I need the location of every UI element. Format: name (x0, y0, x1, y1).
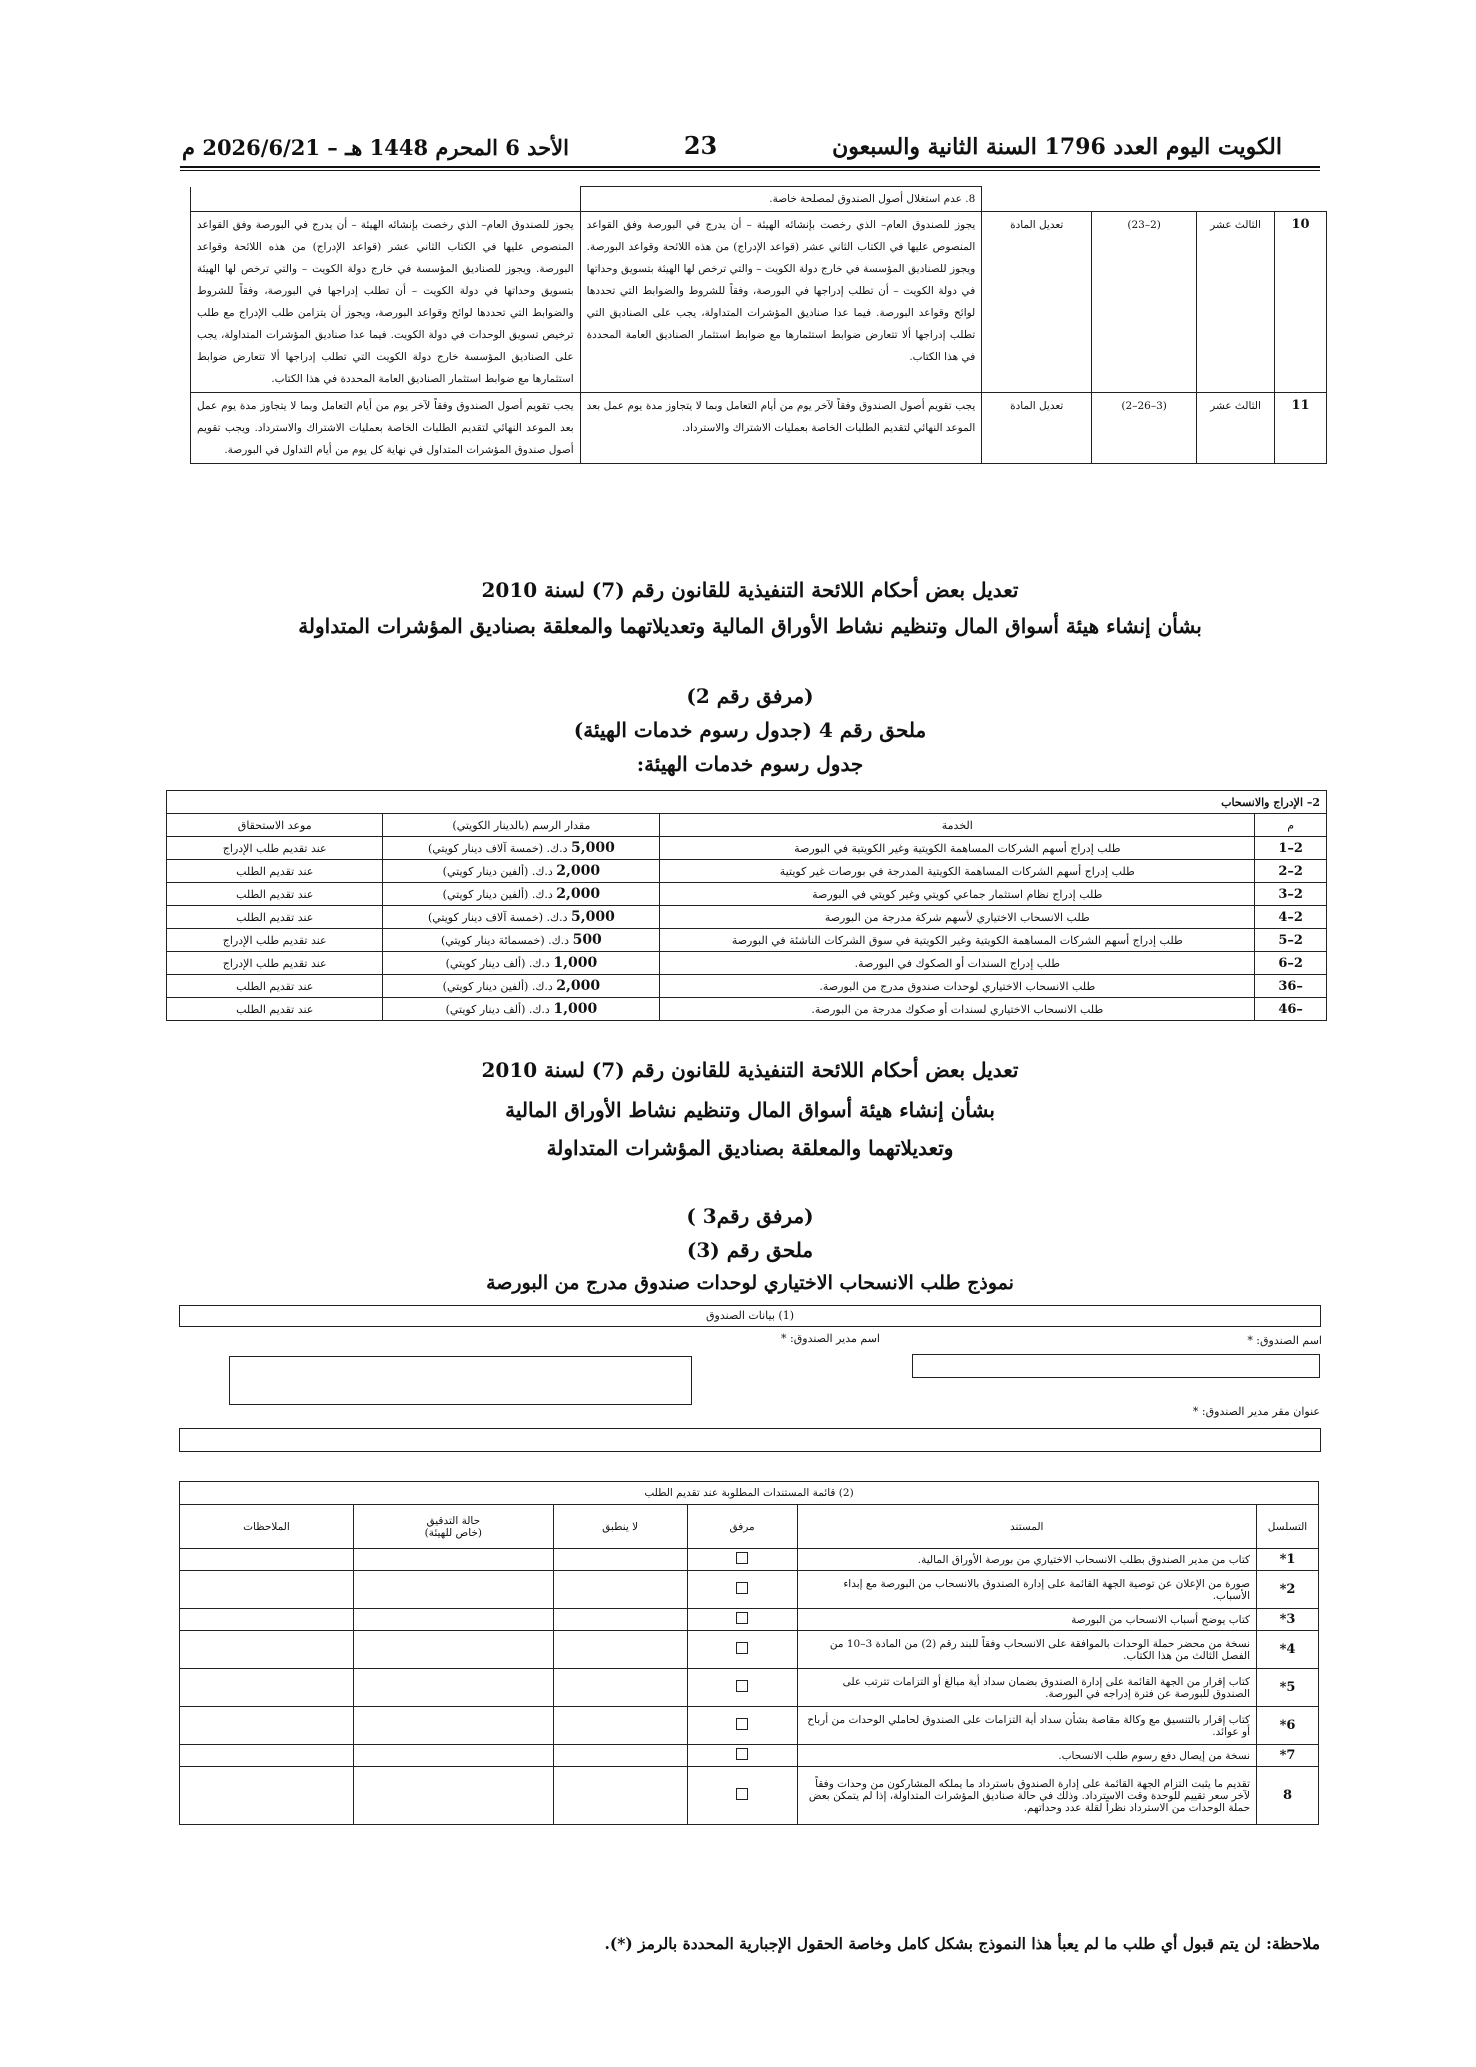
not-applicable-cell[interactable] (553, 1745, 687, 1767)
doc-text: نسخة من محضر حملة الوحدات بالموافقة على الانسحاب وفقاً للبند رقم (2) من المادة 3–10 من الفصل الثالث من هذا الكتاب. (797, 1631, 1257, 1669)
fee-service: طلب الانسحاب الاختياري لوحدات صندوق مدرج من البورصة. (660, 975, 1255, 998)
fees-body (167, 837, 1327, 1021)
audit-header-note: (خاص للهيئة) (424, 1526, 483, 1539)
form-note: ملاحظة: لن يتم قبول أي طلب ما لم يعبأ هذا النموذج بشكل كامل وخاصة الحقول الإجبارية المحددة بالرمز (*). (604, 1934, 1320, 1953)
fee-text: د.ك. (خمسة آلاف دينار كويتي) (427, 842, 568, 855)
table-row (191, 393, 1327, 464)
table-header-row (167, 814, 1327, 837)
documents-header: (2) قائمة المستندات المطلوبة عند تقديم الطلب (180, 1482, 1319, 1505)
fee-value: 2,000 (556, 886, 601, 902)
fee-amount (383, 906, 660, 929)
notes-cell[interactable] (180, 1631, 354, 1669)
attached-checkbox[interactable] (736, 1582, 748, 1594)
action-type: تعديل المادة (982, 212, 1092, 393)
table-row (167, 929, 1327, 952)
attached-checkbox-cell (687, 1609, 797, 1631)
attached-checkbox-cell (687, 1549, 797, 1571)
fee-service: طلب إدراج أسهم الشركات المساهمة الكويتية وغير الكويتية في سوق الشركات الناشئة في البورصة (660, 929, 1255, 952)
notes-cell[interactable] (180, 1549, 354, 1571)
fees-table-title: جدول رسوم خدمات الهيئة: (636, 752, 864, 776)
fee-text: د.ك. (ألفين دينار كويتي) (442, 865, 553, 878)
row-number: 11 (1275, 393, 1327, 464)
fee-text: د.ك. (خمسة آلاف دينار كويتي) (427, 911, 568, 924)
table-row (180, 1549, 1319, 1571)
row-number: 10 (1275, 212, 1327, 393)
doc-text: صورة من الإعلان عن توصية الجهة القائمة على إدارة الصندوق بالانسحاب من البورصة مع إبداء الأسباب. (797, 1571, 1257, 1609)
table-row (167, 860, 1327, 883)
doc-seq: 4* (1257, 1631, 1319, 1669)
audit-status-cell[interactable] (353, 1669, 553, 1707)
attached-checkbox-cell (687, 1669, 797, 1707)
column-header: الخدمة (660, 814, 1255, 837)
notes-cell[interactable] (180, 1571, 354, 1609)
fee-due: عند تقديم الطلب (167, 860, 383, 883)
table-row (180, 1571, 1319, 1609)
article-number: (3–26–2) (1092, 393, 1197, 464)
fee-amount (383, 998, 660, 1021)
table-row (180, 1669, 1319, 1707)
table-row (167, 883, 1327, 906)
header-rule-thin (180, 170, 1320, 171)
fee-text: د.ك. (ألفين دينار كويتي) (442, 980, 553, 993)
table-row (180, 1609, 1319, 1631)
not-applicable-cell[interactable] (553, 1609, 687, 1631)
doc-text: نسخة من إيصال دفع رسوم طلب الانسحاب. (797, 1745, 1257, 1767)
fee-due: عند تقديم طلب الإدراج (167, 952, 383, 975)
notes-cell[interactable] (180, 1745, 354, 1767)
doc-seq: 5* (1257, 1669, 1319, 1707)
fee-service: طلب إدراج نظام استثمار جماعي كويتي وغير كويتي في البورصة (660, 883, 1255, 906)
fee-number: –36 (1255, 975, 1327, 998)
doc-seq: 1* (1257, 1549, 1319, 1571)
table-row (180, 1745, 1319, 1767)
text-after: يجب تقويم أصول الصندوق وفقاً لآخر يوم من أيام التعامل وبما لا يتجاوز مدة يوم عمل بعد الموعد النهائي لتقديم الطلبات الخاصة بعمليات الاشتراك والاسترداد. ويجب تقويم أصول صندوق المؤشرات المتداول في نهاية كل يوم من أيام التداول في البورصة. (191, 393, 581, 464)
table-header-row (180, 1505, 1319, 1549)
audit-status-cell[interactable] (353, 1571, 553, 1609)
column-header: التسلسل (1257, 1505, 1319, 1549)
documents-body (180, 1549, 1319, 1825)
fee-value: 1,000 (553, 1001, 598, 1017)
doc-text: كتاب يوضح أسباب الانسحاب من البورصة (797, 1609, 1257, 1631)
manager-name-label: اسم مدير الصندوق: * (781, 1332, 880, 1345)
doc-seq: 6* (1257, 1707, 1319, 1745)
fee-value: 2,000 (556, 863, 601, 879)
notes-cell[interactable] (180, 1609, 354, 1631)
attachment-label-3: (مرفق رقم3 ) (686, 1204, 814, 1228)
fee-amount (383, 883, 660, 906)
attached-checkbox[interactable] (736, 1612, 748, 1624)
table-row (167, 837, 1327, 860)
doc-seq: 2* (1257, 1571, 1319, 1609)
attached-checkbox-cell (687, 1767, 797, 1825)
section2-subtitle: بشأن إنشاء هيئة أسواق المال وتنظيم نشاط الأوراق المالية (505, 1098, 995, 1122)
annex-label: ملحق رقم 4 (جدول رسوم خدمات الهيئة) (573, 718, 927, 742)
attached-checkbox-cell (687, 1707, 797, 1745)
attached-checkbox-cell (687, 1745, 797, 1767)
text-before: يجوز للصندوق العام– الذي رخصت بإنشائه الهيئة – أن يدرج في البورصة وفق القواعد المنصوص عليها في الكتاب الثاني عشر (قواعد الإدراج) من هذه اللائحة وقواعد البورصة. ويجوز للصناديق المؤسسة في خارج دولة الكويت – والتي ترخص لها الهيئة بتسويق وحداتها في دولة الكويت – أن تطلب إدراجها في البورصة، وفقاً للشروط والضوابط التي تحددها لوائح وقواعد البورصة. فيما عدا صناديق المؤشرات المتداولة، يجب على الصناديق التي تطلب إدراجها ألا تتعارض ضوابط استثمارها مع ضوابط استثمار الصناديق العامة المحددة في هذا الكتاب. (580, 212, 982, 393)
fee-text: د.ك. (ألف دينار كويتي) (445, 1003, 550, 1016)
table-row (180, 1767, 1319, 1825)
table-row (180, 1482, 1319, 1505)
book-name: الثالث عشر (1197, 393, 1275, 464)
manager-address-label: عنوان مقر مدير الصندوق: * (1192, 1405, 1320, 1418)
column-header (353, 1505, 553, 1549)
section2-title: تعديل بعض أحكام اللائحة التنفيذية للقانون رقم (7) لسنة 2010 (481, 1058, 1019, 1082)
column-header: المستند (797, 1505, 1257, 1549)
table-row (167, 952, 1327, 975)
column-header: موعد الاستحقاق (167, 814, 383, 837)
top-note: 8. عدم استغلال أصول الصندوق لمصلحة خاصة. (580, 187, 982, 212)
attached-checkbox[interactable] (736, 1680, 748, 1692)
not-applicable-cell[interactable] (553, 1549, 687, 1571)
section1-subtitle: بشأن إنشاء هيئة أسواق المال وتنظيم نشاط الأوراق المالية وتعديلاتهما والمعلقة بصناديق المؤشرات المتداولة (298, 614, 1202, 638)
fee-due: عند تقديم طلب الإدراج (167, 837, 383, 860)
fee-amount (383, 860, 660, 883)
fee-text: د.ك. (ألفين دينار كويتي) (442, 888, 553, 901)
attached-checkbox-cell (687, 1571, 797, 1609)
fee-value: 500 (572, 932, 602, 948)
fund-name-label: اسم الصندوق: * (1247, 1334, 1322, 1347)
table-row (180, 1707, 1319, 1745)
table-row (167, 906, 1327, 929)
table-row (167, 998, 1327, 1021)
column-header: مرفق (687, 1505, 797, 1549)
book-name: الثالث عشر (1197, 212, 1275, 393)
audit-status-cell[interactable] (353, 1767, 553, 1825)
fee-number: 2–5 (1255, 929, 1327, 952)
fee-value: 2,000 (556, 978, 601, 994)
doc-text: تقديم ما يثبت التزام الجهة القائمة على إدارة الصندوق باسترداد ما يملكه المشاركون من وحدات وفقاً لآخر سعر تقييم للوحدة وقت الاسترداد. وذلك في حالة صناديق المؤشرات المتداولة، إذا لم يتمكن بعض حملة الوحدات من الاسترداد نظراً لقلة عدد وحداتهم. (797, 1767, 1257, 1825)
not-applicable-cell[interactable] (553, 1767, 687, 1825)
attached-checkbox[interactable] (736, 1718, 748, 1730)
fee-amount (383, 929, 660, 952)
doc-text: كتاب إقرار من الجهة القائمة على إدارة الصندوق بضمان سداد أية مبالغ أو التزامات تترتب على الصندوق للبورصة عن فترة إدراجه في البورصة. (797, 1669, 1257, 1707)
fee-number: 2–6 (1255, 952, 1327, 975)
not-applicable-cell[interactable] (553, 1631, 687, 1669)
audit-header: حالة التدقيق (426, 1514, 481, 1527)
fee-number: 2–1 (1255, 837, 1327, 860)
fee-number: 2–2 (1255, 860, 1327, 883)
fee-number: –46 (1255, 998, 1327, 1021)
not-applicable-cell[interactable] (553, 1571, 687, 1609)
text-after: يجوز للصندوق العام– الذي رخصت بإنشائه الهيئة – أن يدرج في البورصة وفق القواعد المنصوص عليها في الكتاب الثاني عشر (قواعد الإدراج) من هذه اللائحة وقواعد البورصة. ويجوز للصناديق المؤسسة في خارج دولة الكويت – والتي ترخص لها الهيئة بتسويق وحداتها في دولة الكويت – أن تطلب إدراجها في البورصة، وفقاً للشروط والضوابط التي تحددها لوائح وقواعد البورصة، ويجوز أن يتزامن طلب الإدراج مع طلب ترخيص تسويق الوحدات في دولة الكويت. فيما عدا صناديق المؤشرات المتداولة، يجب على الصناديق المؤسسة خارج دولة الكويت التي تطلب إدراجها ألا تتعارض ضوابط استثمارها مع ضوابط استثمار الصناديق العامة المحددة في هذا الكتاب. (191, 212, 581, 393)
fee-number: 2–3 (1255, 883, 1327, 906)
not-applicable-cell[interactable] (553, 1707, 687, 1745)
amendments-table (190, 186, 1327, 464)
fee-value: 5,000 (571, 840, 615, 856)
attached-checkbox[interactable] (736, 1552, 748, 1564)
fee-due: عند تقديم الطلب (167, 883, 383, 906)
attached-checkbox-cell (687, 1631, 797, 1669)
notes-cell[interactable] (180, 1767, 354, 1825)
fee-service: طلب إدراج أسهم الشركات المساهمة الكويتية وغير الكويتية في البورصة (660, 837, 1255, 860)
fee-amount (383, 952, 660, 975)
audit-status-cell[interactable] (353, 1549, 553, 1571)
table-row (191, 212, 1327, 393)
fee-service: طلب إدراج أسهم الشركات المساهمة الكويتية المدرجة في بورصات غير كويتية (660, 860, 1255, 883)
attachment-label: (مرفق رقم 2) (686, 684, 814, 708)
doc-text: كتاب إقرار بالتنسيق مع وكالة مقاصة بشأن سداد أية التزامات على الصندوق لحاملي الوحدات من أرباح أو عوائد. (797, 1707, 1257, 1745)
table-row (180, 1631, 1319, 1669)
group-header: 2– الإدراج والانسحاب (167, 791, 1327, 814)
fee-value: 1,000 (553, 955, 598, 971)
attached-checkbox[interactable] (736, 1748, 748, 1760)
attached-checkbox[interactable] (736, 1642, 748, 1654)
audit-status-cell[interactable] (353, 1609, 553, 1631)
fee-text: د.ك. (خمسمائة دينار كويتي) (440, 934, 570, 947)
fee-number: 2–4 (1255, 906, 1327, 929)
column-header: الملاحظات (180, 1505, 354, 1549)
fee-value: 5,000 (571, 909, 615, 925)
table-row (167, 791, 1327, 814)
annex-label-3: ملحق رقم (3) (686, 1238, 814, 1262)
fee-amount (383, 975, 660, 998)
column-header: م (1255, 814, 1327, 837)
fee-service: طلب الانسحاب الاختياري لأسهم شركة مدرجة من البورصة (660, 906, 1255, 929)
fee-due: عند تقديم الطلب (167, 906, 383, 929)
fee-due: عند تقديم الطلب (167, 975, 383, 998)
column-header: لا ينطبق (553, 1505, 687, 1549)
header-rule (180, 166, 1320, 168)
fees-table (166, 790, 1327, 1021)
fee-amount (383, 837, 660, 860)
fund-name-input[interactable] (912, 1354, 1320, 1378)
manager-address-input[interactable] (179, 1428, 1321, 1452)
article-number: (2–23) (1092, 212, 1197, 393)
page-number: 23 (683, 131, 718, 160)
fee-service: طلب الانسحاب الاختياري لسندات أو صكوك مدرجة من البورصة. (660, 998, 1255, 1021)
fee-text: د.ك. (ألف دينار كويتي) (445, 957, 550, 970)
table-row (167, 975, 1327, 998)
fund-data-header: (1) بيانات الصندوق (179, 1305, 1321, 1327)
audit-status-cell[interactable] (353, 1707, 553, 1745)
not-applicable-cell[interactable] (553, 1669, 687, 1707)
documents-table (179, 1481, 1319, 1825)
table-row (191, 187, 1327, 212)
section2-subtitle-2: وتعديلاتهما والمعلقة بصناديق المؤشرات المتداولة (546, 1136, 954, 1160)
form-title: نموذج طلب الانسحاب الاختياري لوحدات صندوق مدرج من البورصة (486, 1272, 1014, 1294)
action-type: تعديل المادة (982, 393, 1092, 464)
attached-checkbox[interactable] (736, 1788, 748, 1800)
notes-cell[interactable] (180, 1707, 354, 1745)
fee-due: عند تقديم طلب الإدراج (167, 929, 383, 952)
audit-status-cell[interactable] (353, 1745, 553, 1767)
issue-date: الأحد 6 المحرم 1448 هـ – 2026/6/21 م (182, 135, 569, 160)
doc-seq: 3* (1257, 1609, 1319, 1631)
doc-text: كتاب من مدير الصندوق بطلب الانسحاب الاختياري من بورصة الأوراق المالية. (797, 1549, 1257, 1571)
fee-service: طلب إدراج السندات أو الصكوك في البورصة. (660, 952, 1255, 975)
audit-status-cell[interactable] (353, 1631, 553, 1669)
text-before: يجب تقويم أصول الصندوق وفقاً لآخر يوم من أيام التعامل وبما لا يتجاوز مدة يوم عمل بعد الموعد النهائي لتقديم الطلبات الخاصة بعمليات الاشتراك والاسترداد. (580, 393, 982, 464)
column-header: مقدار الرسم (بالدينار الكويتي) (383, 814, 660, 837)
notes-cell[interactable] (180, 1669, 354, 1707)
page-header (182, 126, 1282, 160)
fee-due: عند تقديم الطلب (167, 998, 383, 1021)
doc-seq: 7* (1257, 1745, 1319, 1767)
doc-seq: 8 (1257, 1767, 1319, 1825)
issue-info: الكويت اليوم العدد 1796 السنة الثانية والسبعون (832, 134, 1282, 160)
section1-title: تعديل بعض أحكام اللائحة التنفيذية للقانون رقم (7) لسنة 2010 (481, 578, 1019, 602)
manager-name-input[interactable] (229, 1356, 692, 1405)
